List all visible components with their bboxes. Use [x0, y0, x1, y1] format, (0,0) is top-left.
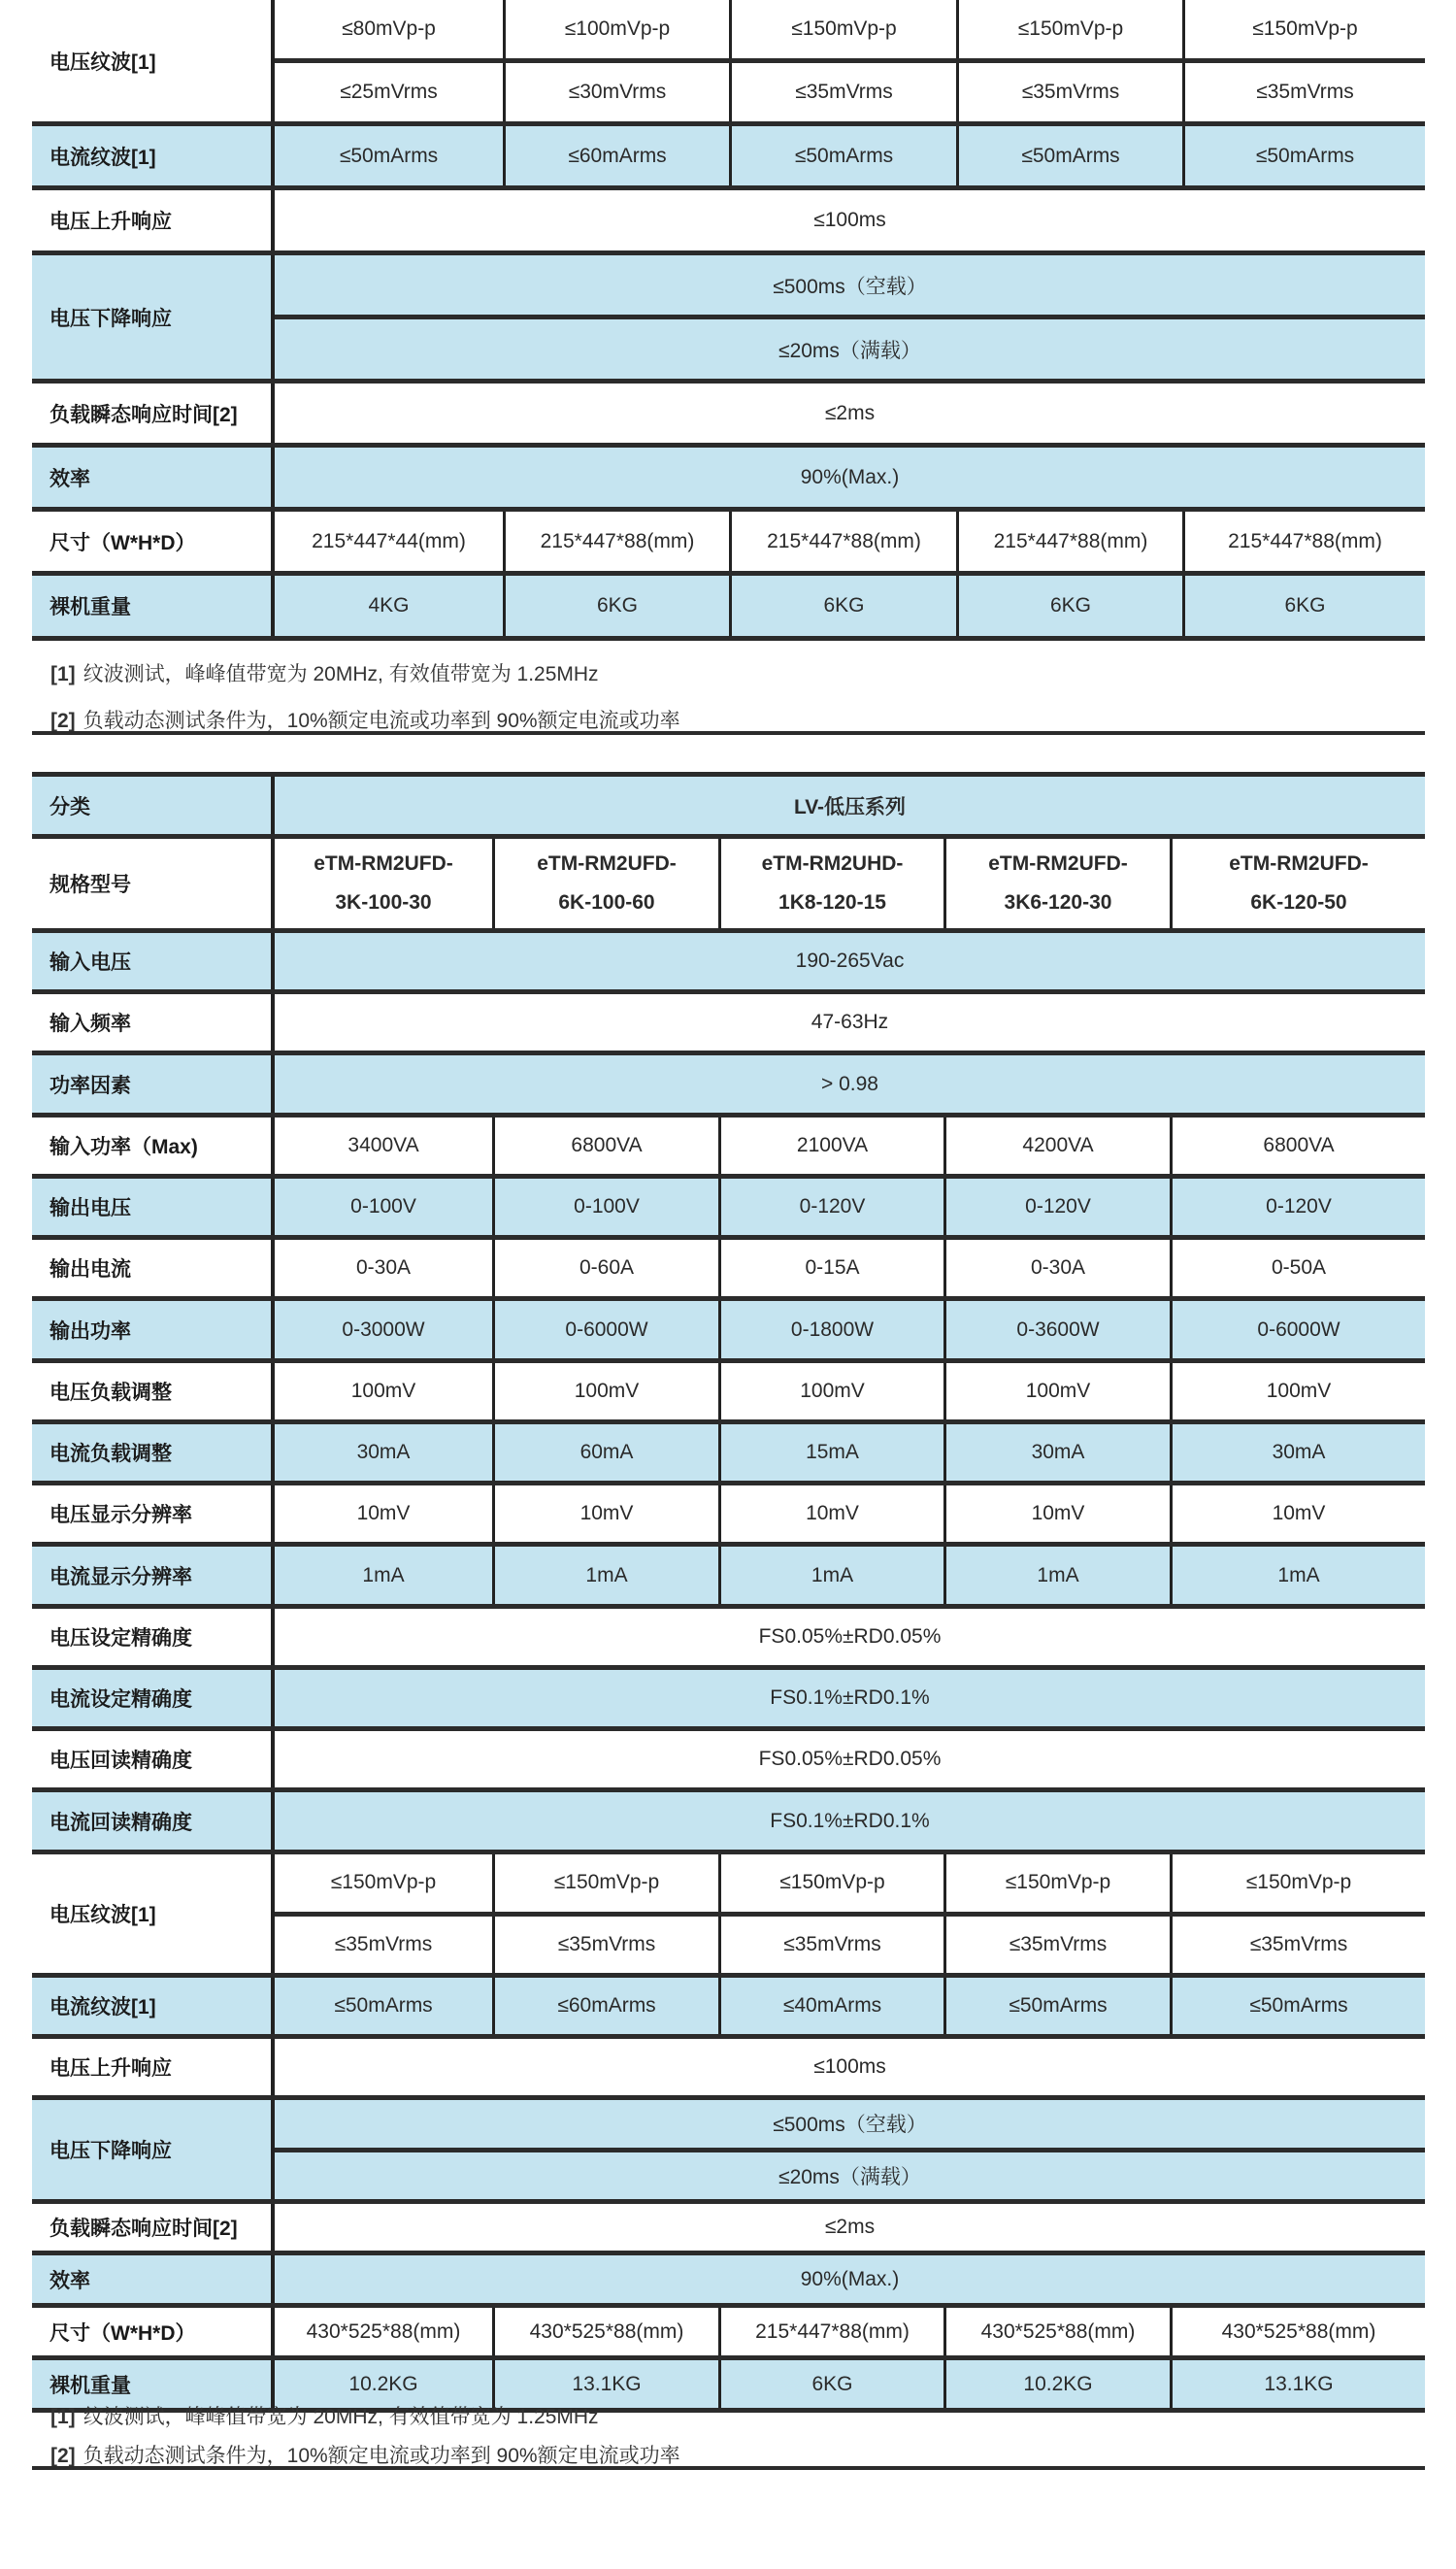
row-label: 电压下降响应	[32, 2100, 275, 2199]
model-name: eTM-RM2UFD- 3K-100-30	[314, 852, 453, 914]
cell-value: 0-60A	[492, 1240, 718, 1296]
row-label: 电压纹波[1]	[32, 1854, 275, 1973]
cell-value: 1mA	[362, 1563, 405, 1586]
row-label: 电压上升响应	[32, 190, 275, 250]
cell-value: 1mA	[1170, 1547, 1425, 1604]
cell-value: 6KG	[718, 2360, 943, 2408]
cell-value: FS0.05%±RD0.05%	[758, 1625, 942, 1648]
cell-value: 430*525*88(mm)	[306, 2319, 461, 2343]
row-output-voltage	[32, 1179, 1425, 1240]
row-current-ripple	[32, 126, 1425, 190]
row-label: 规格型号	[32, 839, 275, 928]
cell-value: ≤150mVp-p	[330, 1871, 437, 1894]
cell-value: ≤150mVp-p	[492, 1854, 718, 1912]
cell-value: ≤35mVrms	[956, 63, 1182, 121]
cell-value: ≤50mArms	[956, 126, 1182, 185]
row-load-transient	[32, 384, 1425, 448]
cell-value: ≤20ms（满载）	[778, 339, 921, 362]
cell-value: ≤150mVp-p	[943, 1854, 1170, 1912]
row-label: 输出功率	[32, 1301, 275, 1358]
model-name: eTM-RM2UHD- 1K8-120-15	[718, 839, 943, 928]
cell-value: 2100VA	[718, 1118, 943, 1174]
footnote-text: 负载动态测试条件为，10%额定电流或功率到 90%额定电流或功率	[83, 710, 680, 732]
cell-value: 0-6000W	[492, 1301, 718, 1358]
row-label: 裸机重量	[32, 576, 275, 636]
row-label: 功率因素	[32, 1055, 275, 1113]
row-efficiency	[32, 2255, 1425, 2308]
row-current-ripple	[32, 1978, 1425, 2039]
cell-value: ≤35mVrms	[1170, 1917, 1425, 1974]
footnote-tag: [2]	[50, 2445, 76, 2467]
row-voltage-ripple	[32, 0, 1425, 126]
cell-value: 215*447*44(mm)	[312, 529, 466, 552]
footnote-text: 负载动态测试条件为，10%额定电流或功率到 90%额定电流或功率	[83, 2445, 680, 2467]
footnote-text: 纹波测试，峰峰值带宽为 20MHz, 有效值带宽为 1.25MHz	[83, 663, 599, 685]
row-weight	[32, 576, 1425, 641]
row-label: 输入功率（Max)	[32, 1118, 275, 1174]
cell-value: 0-6000W	[1170, 1301, 1425, 1358]
cell-value: 1mA	[718, 1547, 943, 1604]
cell-value: ≤150mVp-p	[718, 1854, 943, 1912]
cell-value: 100mV	[350, 1380, 416, 1402]
row-voltage-display-resolution	[32, 1485, 1425, 1547]
cell-value: 0-1800W	[718, 1301, 943, 1358]
cell-value: 6800VA	[492, 1118, 718, 1174]
row-current-set-accuracy	[32, 1670, 1425, 1731]
cell-value: ≤35mVrms	[718, 1917, 943, 1974]
cell-value: 6800VA	[1170, 1118, 1425, 1174]
row-label: 尺寸（W*H*D）	[32, 512, 275, 571]
cell-value: 10mV	[943, 1485, 1170, 1542]
row-label: 电流回读精确度	[32, 1792, 275, 1850]
series-name: LV-低压系列	[793, 795, 907, 818]
cell-value: ≤35mVrms	[729, 63, 956, 121]
cell-value: ≤35mVrms	[492, 1917, 718, 1974]
cell-value: 6KG	[1182, 576, 1425, 636]
row-label: 电压纹波[1]	[32, 0, 275, 121]
row-voltage-fall	[32, 2100, 1425, 2204]
row-output-current	[32, 1240, 1425, 1301]
row-label: 电流设定精确度	[32, 1670, 275, 1726]
cell-value: 1mA	[943, 1547, 1170, 1604]
row-label: 电压上升响应	[32, 2039, 275, 2095]
row-current-readback-accuracy	[32, 1792, 1425, 1854]
row-label: 输出电压	[32, 1179, 275, 1235]
row-current-display-resolution	[32, 1547, 1425, 1609]
cell-value: 60mA	[492, 1424, 718, 1481]
cell-value: ≤25mVrms	[340, 81, 438, 103]
row-size	[32, 2308, 1425, 2360]
row-size	[32, 512, 1425, 576]
cell-value: 190-265Vac	[795, 950, 905, 972]
row-label: 效率	[32, 2255, 275, 2303]
footnote-2	[50, 2440, 680, 2469]
row-power-factor	[32, 1055, 1425, 1118]
row-voltage-fall	[32, 255, 1425, 384]
footnote-text: 纹波测试，峰峰值带宽为 20MHz, 有效值带宽为 1.25MHz	[83, 2406, 599, 2428]
row-label: 电流显示分辨率	[32, 1547, 275, 1604]
cell-value: 215*447*88(mm)	[503, 512, 729, 571]
cell-value: ≤35mVrms	[943, 1917, 1170, 1974]
cell-value: 215*447*88(mm)	[1182, 512, 1425, 571]
cell-value: 0-50A	[1170, 1240, 1425, 1296]
row-models	[32, 839, 1425, 933]
cell-value: ≤50mArms	[943, 1978, 1170, 2034]
cell-value: ≤150mVp-p	[1182, 0, 1425, 58]
row-label: 电流纹波[1]	[32, 1978, 275, 2034]
cell-value: 215*447*88(mm)	[729, 512, 956, 571]
cell-value: 100mV	[492, 1363, 718, 1419]
cell-value: ≤50mArms	[1170, 1978, 1425, 2034]
row-label: 输入电压	[32, 933, 275, 989]
row-label: 尺寸（W*H*D）	[32, 2308, 275, 2355]
cell-value: ≤100mVp-p	[503, 0, 729, 58]
cell-value: ≤50mArms	[334, 1994, 433, 2017]
row-label: 裸机重量	[32, 2360, 275, 2408]
row-load-transient	[32, 2204, 1425, 2255]
cell-value: 30mA	[356, 1441, 411, 1463]
cell-value: 4KG	[368, 594, 410, 617]
cell-value: ≤2ms	[824, 2216, 876, 2238]
row-efficiency	[32, 448, 1425, 512]
cell-value: ≤80mVp-p	[342, 17, 436, 40]
cell-value: ≤30mVrms	[503, 63, 729, 121]
cell-value: ≤60mArms	[492, 1978, 718, 2034]
cell-value: ≤35mVrms	[1182, 63, 1425, 121]
row-voltage-set-accuracy	[32, 1609, 1425, 1670]
model-name: eTM-RM2UFD- 6K-120-50	[1170, 839, 1425, 928]
cell-value: 0-3600W	[943, 1301, 1170, 1358]
spec-table-continued	[32, 0, 1425, 641]
row-label: 分类	[32, 777, 275, 834]
row-voltage-rise	[32, 190, 1425, 255]
cell-value: 10.2KG	[348, 2372, 418, 2395]
cell-value: > 0.98	[821, 1072, 878, 1095]
cell-value: 30mA	[1170, 1424, 1425, 1481]
cell-value: 10mV	[1170, 1485, 1425, 1542]
cell-value: 10.2KG	[943, 2360, 1170, 2408]
cell-value: ≤500ms（空载）	[773, 2114, 927, 2137]
cell-value: 10mV	[718, 1485, 943, 1542]
row-label: 电压回读精确度	[32, 1731, 275, 1787]
row-voltage-readback-accuracy	[32, 1731, 1425, 1792]
cell-value: ≤50mArms	[1182, 126, 1425, 185]
footnote-2	[50, 705, 680, 734]
section-divider	[32, 2466, 1425, 2470]
row-label: 效率	[32, 448, 275, 507]
cell-value: FS0.1%±RD0.1%	[770, 1809, 930, 1832]
cell-value: ≤60mArms	[503, 126, 729, 185]
cell-value: 0-120V	[943, 1179, 1170, 1235]
row-label: 输入频率	[32, 994, 275, 1051]
cell-value: ≤50mArms	[729, 126, 956, 185]
cell-value: ≤35mVrms	[334, 1932, 433, 1955]
cell-value: 100mV	[718, 1363, 943, 1419]
cell-value: 100mV	[943, 1363, 1170, 1419]
spec-table-lv-series	[32, 772, 1425, 2413]
cell-value: 215*447*88(mm)	[956, 512, 1182, 571]
cell-value: 0-120V	[1170, 1179, 1425, 1235]
row-voltage-ripple	[32, 1854, 1425, 1978]
cell-value: 6KG	[729, 576, 956, 636]
cell-value: 0-3000W	[342, 1318, 425, 1341]
footnote-tag: [1]	[50, 663, 76, 685]
cell-value: ≤150mVp-p	[729, 0, 956, 58]
row-current-load-regulation	[32, 1424, 1425, 1485]
cell-value: 4200VA	[943, 1118, 1170, 1174]
cell-value: ≤150mVp-p	[1170, 1854, 1425, 1912]
cell-value: 1mA	[492, 1547, 718, 1604]
cell-value: 13.1KG	[1170, 2360, 1425, 2408]
cell-value: 100mV	[1170, 1363, 1425, 1419]
row-label: 电压负载调整	[32, 1363, 275, 1419]
footnote-tag: [1]	[50, 2406, 76, 2428]
cell-value: 90%(Max.)	[800, 2267, 900, 2290]
row-input-power	[32, 1118, 1425, 1179]
model-name: eTM-RM2UFD- 3K6-120-30	[943, 839, 1170, 928]
model-name: eTM-RM2UFD- 6K-100-60	[492, 839, 718, 928]
row-label: 电压设定精确度	[32, 1609, 275, 1665]
row-label: 输出电流	[32, 1240, 275, 1296]
row-voltage-rise	[32, 2039, 1425, 2100]
cell-value: 0-30A	[355, 1256, 412, 1279]
footnote-1	[50, 658, 599, 687]
cell-value: 3400VA	[347, 1134, 419, 1156]
cell-value: 430*525*88(mm)	[492, 2308, 718, 2355]
row-input-voltage	[32, 933, 1425, 994]
cell-value: 430*525*88(mm)	[943, 2308, 1170, 2355]
cell-value: 6KG	[956, 576, 1182, 636]
cell-value: 0-120V	[718, 1179, 943, 1235]
cell-value: 430*525*88(mm)	[1170, 2308, 1425, 2355]
row-label: 负载瞬态响应时间[2]	[32, 2204, 275, 2251]
row-voltage-load-regulation	[32, 1363, 1425, 1424]
cell-value: FS0.1%±RD0.1%	[770, 1686, 930, 1709]
row-output-power	[32, 1301, 1425, 1363]
row-label: 电流纹波[1]	[32, 126, 275, 185]
cell-value: ≤150mVp-p	[956, 0, 1182, 58]
cell-value: 10mV	[356, 1502, 411, 1524]
cell-value: ≤2ms	[824, 401, 876, 424]
section-divider	[32, 731, 1425, 735]
cell-value: 47-63Hz	[811, 1011, 889, 1033]
cell-value: ≤40mArms	[718, 1978, 943, 2034]
cell-value: 10mV	[492, 1485, 718, 1542]
cell-value: FS0.05%±RD0.05%	[758, 1748, 942, 1770]
footnote-tag: [2]	[50, 710, 76, 732]
row-label: 电压显示分辨率	[32, 1485, 275, 1542]
cell-value: ≤100ms	[813, 2055, 886, 2078]
cell-value: 0-15A	[718, 1240, 943, 1296]
cell-value: 15mA	[718, 1424, 943, 1481]
row-label: 电压下降响应	[32, 255, 275, 379]
row-label: 电流负载调整	[32, 1424, 275, 1481]
cell-value: 6KG	[503, 576, 729, 636]
cell-value: ≤20ms（满载）	[778, 2165, 921, 2188]
row-input-frequency	[32, 994, 1425, 1055]
cell-value: 30mA	[943, 1424, 1170, 1481]
footnote-1	[50, 2401, 599, 2430]
cell-value: 0-100V	[350, 1195, 416, 1218]
cell-value: 0-100V	[492, 1179, 718, 1235]
cell-value: 215*447*88(mm)	[718, 2308, 943, 2355]
row-label: 负载瞬态响应时间[2]	[32, 384, 275, 443]
cell-value: 13.1KG	[492, 2360, 718, 2408]
row-category	[32, 777, 1425, 839]
cell-value: 0-30A	[943, 1240, 1170, 1296]
cell-value: 90%(Max.)	[800, 465, 900, 488]
cell-value: ≤500ms（空载）	[773, 275, 927, 298]
cell-value: ≤50mArms	[339, 144, 439, 167]
cell-value: ≤100ms	[813, 209, 886, 231]
